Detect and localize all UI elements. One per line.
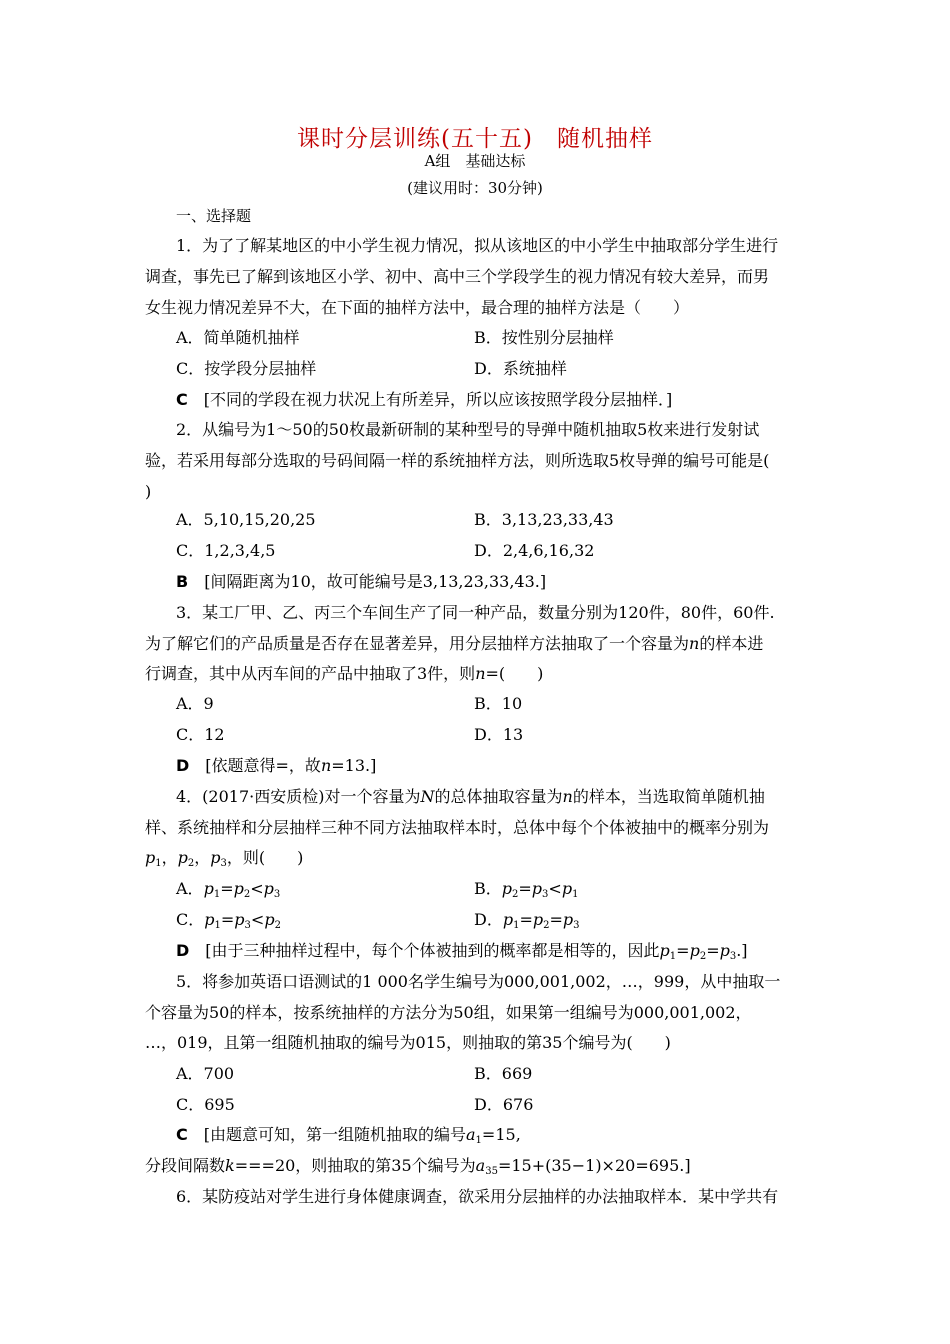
q4-sub: 2 [512, 889, 519, 900]
q4-stem-line2: 样、系统抽样和分层抽样三种不同方法抽取样本时，总体中每个个体被抽中的概率分别为 [145, 818, 770, 837]
q3-var-n: n [475, 664, 486, 683]
q4-op: < [250, 910, 265, 929]
q5-explanation-line2 [145, 1156, 691, 1182]
q4-sub: 2 [543, 920, 550, 931]
q3-option-d: D．13 [474, 725, 524, 744]
q4-sep: ， [194, 848, 211, 867]
q3-explanation-tail: =13.] [331, 756, 377, 775]
q5-stem-line3: …，019，且第一组随机抽取的编号为015，则抽取的第35个编号为( ) [145, 1033, 671, 1052]
q4-sub: 3 [273, 889, 281, 900]
q4-sub: 2 [699, 951, 707, 962]
q4-op: = [518, 879, 532, 898]
q2-stem-line1: 2．从编号为1～50的50枚最新研制的某种型号的导弹中随机抽取5枚来进行发射试 [176, 420, 760, 439]
q4-option-b [474, 879, 578, 905]
q2-stem-line3: ) [145, 482, 152, 501]
q4-sub: 3 [244, 920, 251, 931]
q4-op: = [549, 910, 563, 929]
q2-answer-letter: B [176, 572, 189, 591]
q4-option-a [176, 879, 280, 905]
q1-option-d: D．系统抽样 [474, 359, 567, 378]
q5-explanation-tail: =15+(35−1)×20=695.] [497, 1156, 691, 1175]
q4-var-p: p [263, 879, 274, 898]
q3-var-n: n [320, 756, 332, 775]
q4-var-n: n [562, 787, 573, 806]
q3-stem-line2-text: 为了解它们的产品质量是否存在显著差异，用分层抽样方法抽取了一个容量为 [145, 634, 690, 653]
q2-option-d: D．2,4,6,16,32 [474, 541, 595, 560]
page-title: 课时分层训练(五十五) 随机抽样 [297, 126, 653, 152]
q4-sub: 1 [669, 951, 677, 962]
q5-explanation: ===20，则抽取的第35个编号为 [234, 1156, 476, 1175]
q5-stem-line2: 个容量为50的样本，按系统抽样的方法分为50组，如果第一组编号为000,001,002， [145, 1003, 752, 1022]
q4-op: = [519, 910, 533, 929]
q3-answer [176, 756, 376, 776]
q4-sub: 1 [213, 889, 221, 900]
q4-explanation: [由于三种抽样过程中，每个个体被抽到的概率都是相等的，因此 [189, 941, 660, 960]
q4-var-p: p [264, 910, 275, 929]
q5-explanation: [由题意可知，第一组随机抽取的编号 [187, 1125, 466, 1144]
q1-answer-letter: C [176, 390, 188, 409]
q4-sub: 2 [274, 920, 281, 931]
q4-sub: 3 [729, 951, 737, 962]
q5-explanation: 分段间隔数 [145, 1156, 226, 1175]
q4-sep: ， [161, 848, 178, 867]
q5-stem-line1: 5．将参加英语口语测试的1 000名学生编号为000,001,002，…，999，从中抽取一 [176, 972, 781, 991]
q5-option-b: B．669 [474, 1064, 533, 1083]
q4-var-p: p [531, 879, 543, 898]
q4-sub: 1 [572, 889, 579, 900]
q6-stem-line1: 6．某防疫站对学生进行身体健康调查，欲采用分层抽样的办法抽取样本．某中学共有 [176, 1187, 779, 1206]
q5-var-a: a [466, 1125, 476, 1144]
q4-var-p: p [177, 848, 188, 867]
q4-answer-letter: D [176, 941, 190, 960]
q3-option-a: A．9 [176, 694, 214, 713]
q1-stem-line1: 1．为了了解某地区的中小学生视力情况，拟从该地区的中小学生中抽取部分学生进行 [176, 236, 779, 255]
q5-explanation-tail: =15, [481, 1125, 521, 1144]
q1-stem-line2: 调查，事先已了解到该地区小学、初中、高中三个学段学生的视力情况有较大差异，而男 [145, 267, 770, 286]
q4-var-p: p [561, 879, 573, 898]
q4-sub: 3 [573, 920, 580, 931]
q4-sub: 1 [155, 858, 162, 869]
q5-var-k: k [225, 1156, 235, 1175]
q5-option-d: D．676 [474, 1095, 534, 1114]
q1-stem-line3: 女生视力情况差异不大，在下面的抽样方法中，最合理的抽样方法是（ ） [145, 298, 690, 317]
q4-answer [176, 941, 748, 967]
q4-stem-text: 4．(2017·西安质检)对一个容量为 [176, 787, 421, 806]
q4-var-N: N [420, 787, 435, 806]
q1-answer [176, 390, 672, 410]
q4-option-prefix: B． [474, 879, 502, 898]
q4-var-p: p [562, 910, 574, 929]
q5-var-a: a [475, 1156, 486, 1175]
q4-stem-tail: ，则( ) [226, 848, 304, 867]
q4-var-p: p [659, 941, 670, 960]
q5-sub: 1 [475, 1135, 482, 1146]
q3-stem-line1: 3．某工厂甲、乙、丙三个车间生产了同一种产品，数量分别为120件，80件，60件. [176, 603, 775, 622]
q3-explanation: [依题意得=，故 [189, 756, 321, 775]
q4-explanation-tail: .] [736, 941, 748, 960]
q4-var-p: p [719, 941, 730, 960]
q4-op: < [548, 879, 562, 898]
q1-option-a: A．简单随机抽样 [176, 328, 300, 347]
q4-var-p: p [145, 848, 156, 867]
q4-op: = [706, 941, 720, 960]
q3-stem-line3-tail: =( ) [485, 664, 544, 683]
q4-var-p: p [502, 910, 514, 929]
q3-stem-line3-text: 行调查，其中从丙车间的产品中抽取了3件，则 [145, 664, 476, 683]
q3-var-n: n [689, 634, 700, 653]
q4-var-p: p [532, 910, 544, 929]
q4-stem-line3 [145, 848, 303, 874]
q4-sub: 1 [214, 920, 221, 931]
q1-option-b: B．按性别分层抽样 [474, 328, 614, 347]
q4-var-p: p [689, 941, 700, 960]
q4-sub: 2 [187, 858, 195, 869]
q1-explanation: [不同的学段在视力状况上有所差异，所以应该按照学段分层抽样．] [187, 390, 673, 409]
q2-option-a: A．5,10,15,20,25 [176, 510, 316, 529]
section-heading: 一、选择题 [176, 207, 252, 225]
q5-answer [176, 1125, 521, 1151]
q4-op: = [220, 879, 234, 898]
q4-var-p: p [234, 910, 245, 929]
q3-option-c: C．12 [176, 725, 225, 744]
q5-option-c: C．695 [176, 1095, 235, 1114]
q1-option-c: C．按学段分层抽样 [176, 359, 317, 378]
q4-sub: 3 [220, 858, 227, 869]
q4-var-p: p [203, 879, 214, 898]
q4-op: = [220, 910, 235, 929]
q2-explanation: [间隔距离为10，故可能编号是3,13,23,33,43.] [188, 572, 547, 591]
q4-var-p: p [233, 879, 244, 898]
q4-option-d [474, 910, 580, 936]
q3-stem-line2-tail: 的样本进 [699, 634, 764, 653]
q2-stem-line2: 验，若采用每部分选取的号码间隔一样的系统抽样方法，则所选取5枚导弹的编号可能是( [145, 451, 770, 470]
q5-sub: 35 [485, 1166, 498, 1177]
q4-op: = [676, 941, 690, 960]
q3-answer-letter: D [176, 756, 190, 775]
q4-sub: 3 [542, 889, 549, 900]
q3-stem-line3 [145, 664, 543, 684]
q5-answer-letter: C [176, 1125, 188, 1144]
q4-sub: 2 [243, 889, 251, 900]
q3-stem-line2 [145, 634, 763, 654]
q4-op: < [250, 879, 264, 898]
q2-option-b: B．3,13,23,33,43 [474, 510, 614, 529]
time-hint: (建议用时：30分钟) [407, 179, 543, 197]
group-label: A组 基础达标 [424, 152, 526, 170]
q4-option-prefix: D． [474, 910, 503, 929]
q4-var-p: p [210, 848, 221, 867]
q2-option-c: C．1,2,3,4,5 [176, 541, 276, 560]
q4-var-p: p [204, 910, 215, 929]
q4-stem-line1 [176, 787, 765, 807]
q4-stem-text: 的总体抽取容量为 [434, 787, 563, 806]
q4-sub: 1 [513, 920, 520, 931]
q4-option-prefix: A． [176, 879, 204, 898]
q3-option-b: B．10 [474, 694, 523, 713]
q4-var-p: p [501, 879, 513, 898]
q4-option-prefix: C． [176, 910, 205, 929]
q4-option-c [176, 910, 281, 936]
q4-stem-text: 的样本，当选取简单随机抽 [572, 787, 765, 806]
q2-answer [176, 572, 546, 592]
q5-option-a: A．700 [176, 1064, 235, 1083]
